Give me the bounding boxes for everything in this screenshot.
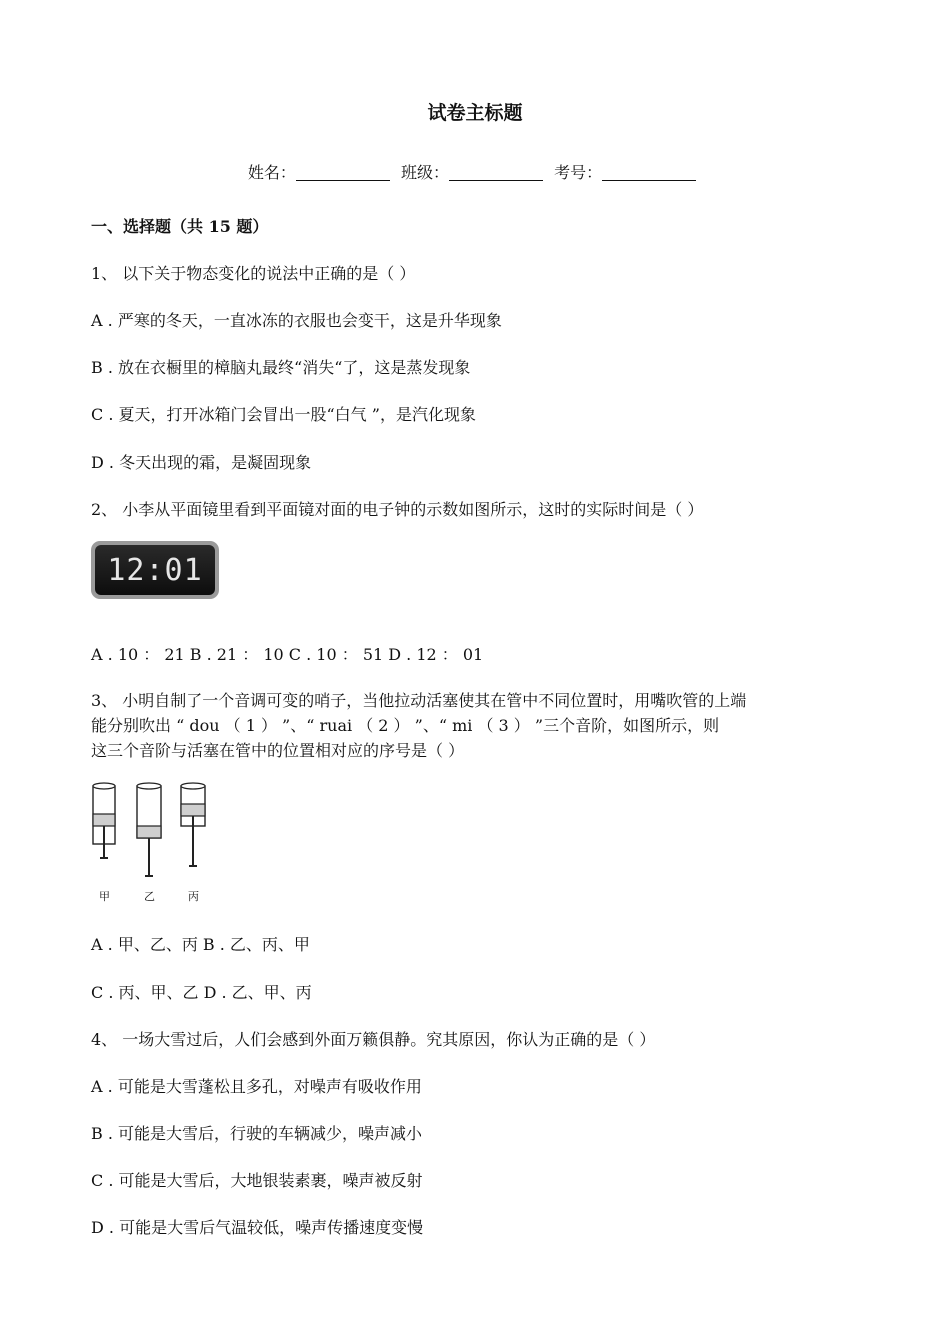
question-4-option-d: D . 可能是大雪后气温较低，噪声传播速度变慢 (91, 1218, 424, 1237)
question-4-option-a: A . 可能是大雪蓬松且多孔，对噪声有吸收作用 (91, 1077, 422, 1096)
name-label: 姓名： (247, 163, 296, 182)
name-blank[interactable] (296, 164, 390, 181)
tube-label-jia: 甲 (99, 890, 110, 903)
question-3-options-line-1: A . 甲、乙、丙 B . 乙、丙、甲 (91, 935, 310, 954)
page-title: 试卷主标题 (427, 102, 523, 124)
question-1-option-b: B . 放在衣橱里的樟脑丸最终“消失“了，这是蒸发现象 (91, 358, 471, 377)
question-3-stem-line-3: 这三个音阶与活塞在管中的位置相对应的序号是（ ） (91, 741, 465, 760)
question-3-options-line-2: C . 丙、甲、乙 D . 乙、甲、丙 (91, 983, 312, 1002)
id-label: 考号： (554, 163, 603, 182)
question-2-stem: 2、 小李从平面镜里看到平面镜对面的电子钟的示数如图所示，这时的实际时间是（ ） (91, 500, 704, 519)
question-1-option-c: C . 夏天，打开冰箱门会冒出一股“白气 ”，是汽化现象 (91, 405, 476, 424)
tubes-drawing (89, 780, 211, 888)
question-1-stem: 1、 以下关于物态变化的说法中正确的是（ ） (91, 264, 416, 283)
class-blank[interactable] (449, 164, 543, 181)
student-info-row (0, 160, 950, 183)
whistle-tubes-figure (89, 780, 211, 905)
question-3-stem-line-2: 能分别吹出 “ dou （ 1 ） ”、“ ruai （ 2 ） ”、“ mi （ 3 ） ”三个音阶，如图所示，则 (91, 716, 720, 735)
tube-label-yi: 乙 (144, 890, 155, 903)
question-4-stem: 4、 一场大雪过后，人们会感到外面万籁俱静。究其原因，你认为正确的是（ ） (91, 1030, 656, 1049)
question-1-option-d: D . 冬天出现的霜，是凝固现象 (91, 453, 312, 472)
id-blank[interactable] (602, 164, 696, 181)
class-label: 班级： (400, 163, 449, 182)
section-heading: 一、选择题（共 15 题） (91, 217, 269, 236)
question-4-option-b: B . 可能是大雪后，行驶的车辆减少，噪声减小 (91, 1124, 423, 1143)
question-2-options: A . 10 ： 21 B . 21 ： 10 C . 10 ： 51 D . 12 ： 01 (91, 645, 484, 664)
digital-clock-image (91, 541, 219, 599)
question-4-option-c: C . 可能是大雪后，大地银装素裹，噪声被反射 (91, 1171, 423, 1190)
question-3-stem-line-1: 3、 小明自制了一个音调可变的哨子，当他拉动活塞使其在管中不同位置时，用嘴吹管的上端 (91, 691, 747, 710)
clock-display: 12:01 (95, 545, 215, 595)
tube-label-bing: 丙 (188, 890, 199, 903)
question-1-option-a: A . 严寒的冬天，一直冰冻的衣服也会变干，这是升华现象 (91, 311, 502, 330)
